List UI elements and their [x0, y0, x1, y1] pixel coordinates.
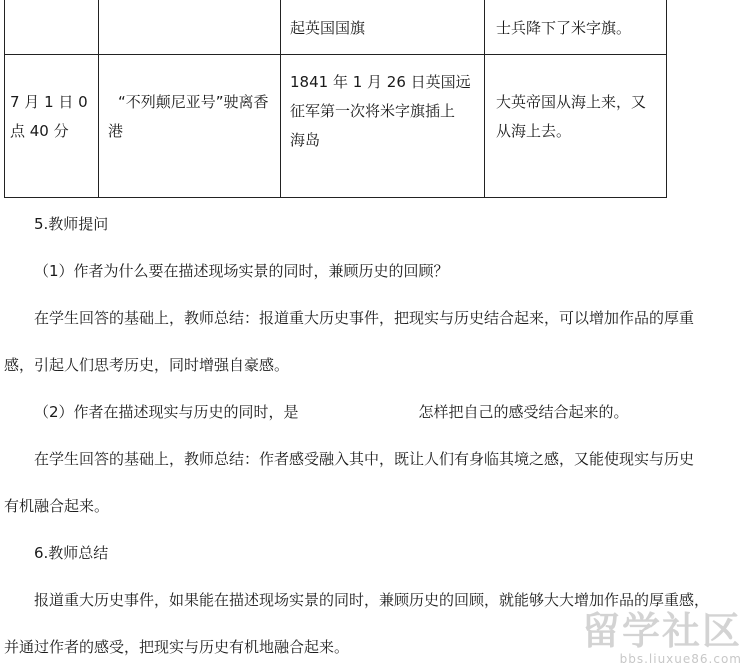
- question-2: [0, 402, 748, 422]
- section-6-heading: 6.教师总结: [34, 544, 109, 562]
- cell-history-line: 征军第一次将米字旗插上: [290, 102, 456, 120]
- table-col-divider-2: [280, 0, 281, 198]
- answer-2-line-2: 有机融合起来。: [4, 497, 110, 515]
- table-row-divider: [4, 54, 667, 55]
- cell-time-line: 点 40 分: [10, 122, 69, 140]
- cell-top-col3: 起英国国旗: [290, 19, 366, 37]
- table-bottom-border: [4, 197, 667, 198]
- cell-time-line: 7 月 1 日 0: [10, 93, 88, 111]
- cell-comment-line: 从海上去。: [496, 122, 572, 140]
- cell-history: [290, 68, 471, 155]
- cell-history-line: 1841 年 1 月 26 日英国远: [290, 73, 471, 91]
- cell-event-line: “不列颠尼亚号”驶离香: [118, 93, 269, 111]
- history-table: [4, 0, 667, 198]
- table-col-divider-3: [484, 0, 485, 198]
- answer-2-line-1: 在学生回答的基础上，教师总结：作者感受融入其中，既让人们有身临其境之感，又能使现实与历史: [34, 450, 695, 468]
- question-2-part-2: 怎样把自己的感受结合起来的。: [418, 403, 629, 421]
- cell-comment: [496, 88, 646, 146]
- watermark-url: bbs.liuxue86.com: [619, 652, 742, 666]
- site-watermark: [582, 610, 742, 666]
- cell-top-col4: 士兵降下了米字旗。: [496, 19, 632, 37]
- cell-event: [108, 88, 269, 146]
- table-right-border: [666, 0, 667, 198]
- cell-comment-line: 大英帝国从海上来，又: [496, 93, 647, 111]
- section-5-heading: 5.教师提问: [34, 215, 109, 233]
- answer-1-line-2: 感，引起人们思考历史，同时增强自豪感。: [4, 356, 290, 374]
- cell-event-line: 港: [108, 122, 124, 140]
- question-1: （1）作者为什么要在描述现场实景的同时，兼顾历史的回顾？: [34, 262, 449, 280]
- answer-1-line-1: 在学生回答的基础上，教师总结：报道重大历史事件，把现实与历史结合起来，可以增加作品的厚重: [34, 309, 695, 327]
- cell-time: [10, 88, 88, 146]
- question-2-part-1: （2）作者在描述现实与历史的同时，是: [34, 403, 299, 421]
- summary-line-2: 并通过作者的感受，把现实与历史有机地融合起来。: [4, 638, 350, 656]
- cell-history-line: 海岛: [290, 131, 321, 149]
- summary-line-1: 报道重大历史事件，如果能在描述现场实景的同时，兼顾历史的回顾，就能够大大增加作品的厚重感，: [34, 591, 710, 609]
- table-left-border: [4, 0, 5, 198]
- watermark-logo-text: 留学社区: [581, 609, 742, 653]
- table-col-divider-1: [98, 0, 99, 198]
